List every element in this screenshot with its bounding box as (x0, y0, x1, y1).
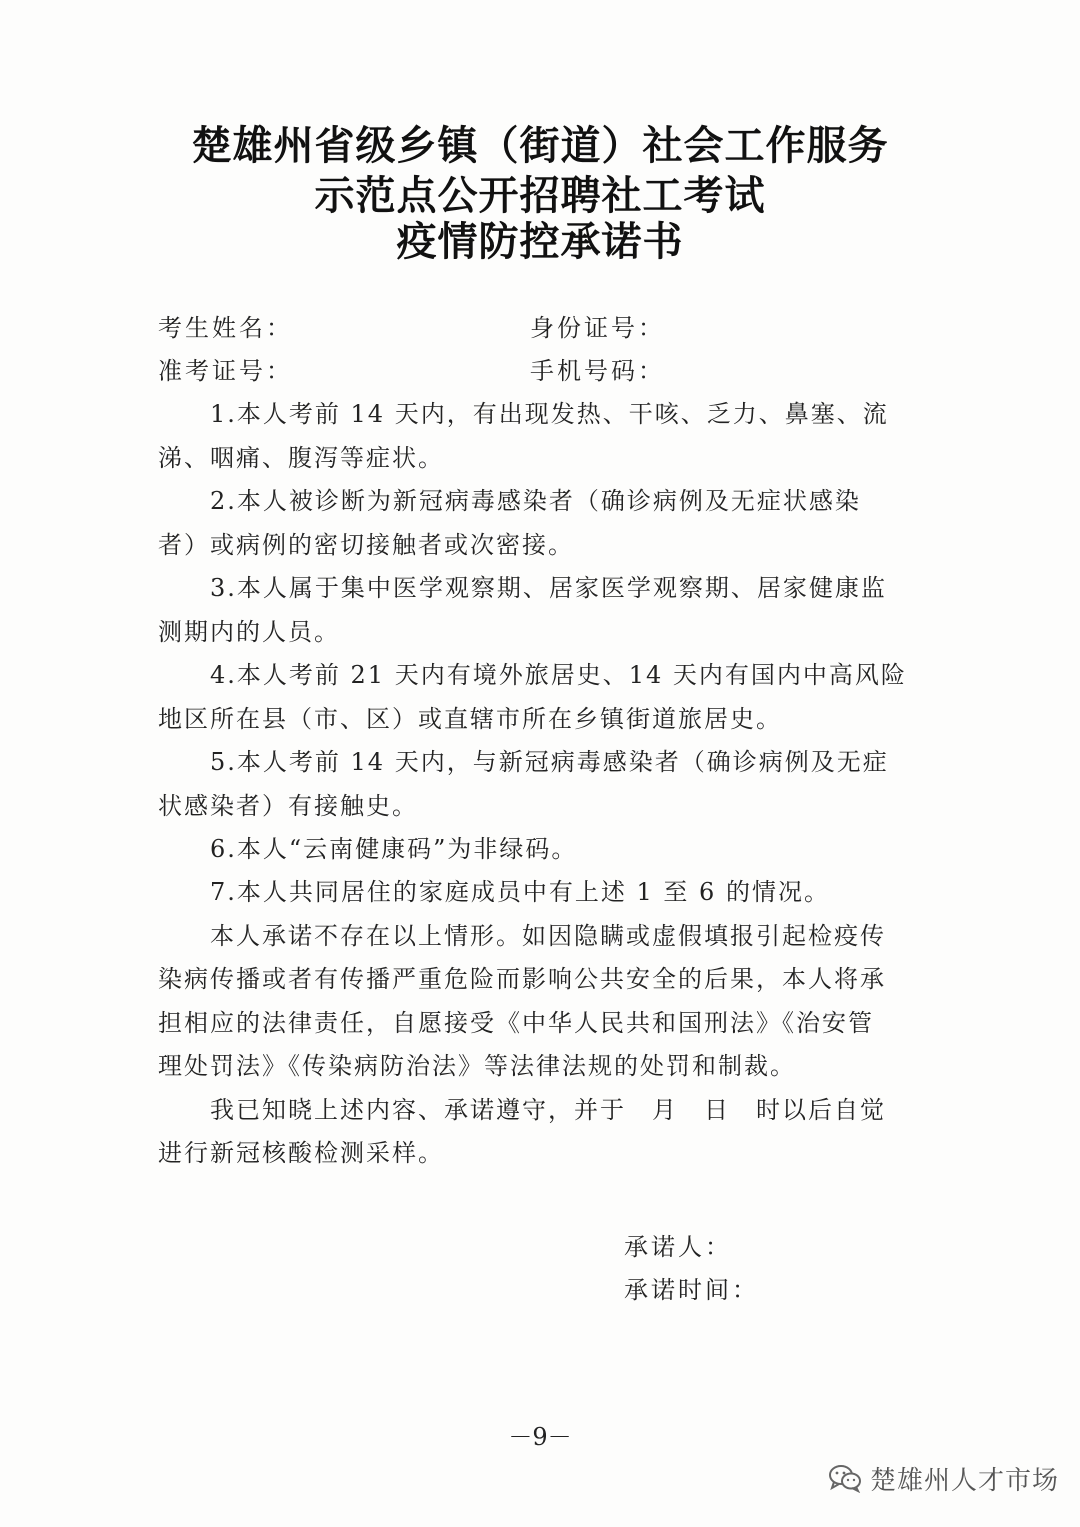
body-line: 染病传播或者有传播严重危险而影响公共安全的后果，本人将承 (158, 965, 886, 993)
body-line: 6.本人“云南健康码”为非绿码。 (158, 835, 578, 863)
title-line: 楚雄州省级乡镇（街道）社会工作服务 (191, 123, 889, 169)
admission-ticket-label: 准考证号： (158, 357, 293, 385)
page-number: －9－ (508, 1423, 572, 1451)
body-line: 者）或病例的密切接触者或次密接。 (158, 531, 574, 559)
body-line: 3.本人属于集中医学观察期、居家医学观察期、居家健康监 (158, 574, 887, 602)
body-line: 7.本人共同居住的家庭成员中有上述 1 至 6 的情况。 (158, 878, 830, 906)
body-line: 状感染者）有接触史。 (158, 792, 418, 820)
phone-label: 手机号码： (530, 357, 665, 385)
body-line: 担相应的法律责任，自愿接受《中华人民共和国刑法》《治安管 (158, 1009, 874, 1037)
body-line: 理处罚法》《传染病防治法》等法律法规的处罚和制裁。 (158, 1052, 796, 1080)
body-line: 5.本人考前 14 天内，与新冠病毒感染者（确诊病例及无症 (158, 748, 889, 776)
body-line: 进行新冠核酸检测采样。 (158, 1139, 444, 1167)
title-line: 疫情防控承诺书 (396, 219, 684, 265)
signer-label: 承诺人： (624, 1233, 732, 1261)
name-label: 考生姓名： (158, 314, 293, 342)
commitment-time-label: 承诺时间： (624, 1276, 759, 1304)
title-line: 示范点公开招聘社工考试 (314, 173, 766, 219)
body-line: 地区所在县（市、区）或直辖市所在乡镇街道旅居史。 (158, 705, 782, 733)
id-number-label: 身份证号： (530, 314, 665, 342)
body-line: 4.本人考前 21 天内有境外旅居史、14 天内有国内中高风险 (158, 661, 907, 689)
wechat-icon (828, 1463, 862, 1493)
body-line: 我已知晓上述内容、承诺遵守，并于 月 日 时以后自觉 (158, 1096, 886, 1124)
body-line: 2.本人被诊断为新冠病毒感染者（确诊病例及无症状感染 (158, 487, 861, 515)
body-line: 涕、咽痛、腹泻等症状。 (158, 444, 444, 472)
watermark-text: 楚雄州人才市场 (870, 1465, 1060, 1496)
watermark (828, 1458, 1059, 1498)
body-line: 1.本人考前 14 天内，有出现发热、干咳、乏力、鼻塞、流 (158, 400, 889, 428)
body-line: 测期内的人员。 (158, 618, 340, 646)
body-line: 本人承诺不存在以上情形。如因隐瞒或虚假填报引起检疫传 (158, 922, 886, 950)
